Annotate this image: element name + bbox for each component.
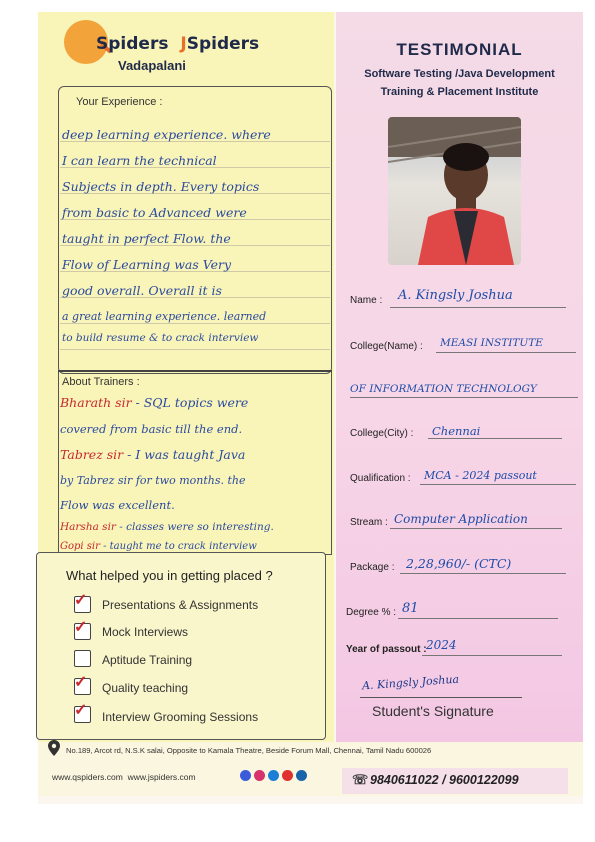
linkedin-icon[interactable] [296, 770, 307, 781]
checkbox-label: Quality teaching [102, 681, 189, 695]
experience-label: Your Experience : [76, 96, 163, 108]
checkbox-label: Mock Interviews [102, 625, 189, 639]
trainer-line: Flow was excellent. [60, 498, 175, 512]
trainer-comment: - SQL topics were [131, 395, 249, 410]
qualification-value: MCA - 2024 passout [424, 469, 537, 482]
qualification-label: Qualification : [350, 473, 411, 484]
package-label: Package : [350, 562, 395, 573]
brand-j-letter: J [180, 34, 187, 54]
location-pin-icon [48, 740, 60, 756]
experience-line: from basic to Advanced were [62, 205, 247, 220]
brand-qspiders: Spiders [96, 34, 169, 54]
college-name-value-2: OF INFORMATION TECHNOLOGY [350, 383, 537, 395]
trainer-line: covered from basic till the end. [60, 422, 243, 436]
experience-line: good overall. Overall it is [62, 283, 222, 298]
trainers-text [60, 390, 274, 556]
experience-line: to build resume & to crack interview [62, 332, 259, 344]
website-link[interactable]: www.qspiders.com www.jspiders.com [52, 772, 196, 782]
trainers-label: About Trainers : [62, 376, 140, 388]
checkbox-label: Aptitude Training [102, 653, 193, 667]
name-value: A. Kingsly Joshua [398, 288, 513, 303]
trainer-line [60, 442, 274, 468]
experience-line: Subjects in depth. Every topics [62, 179, 260, 194]
name-label: Name : [350, 295, 383, 306]
college-city-label: College(City) : [350, 428, 414, 439]
trainer-name: Harsha sir [60, 521, 116, 533]
twitter-icon[interactable] [268, 770, 279, 781]
checkbox-aptitude[interactable] [74, 650, 91, 667]
person-icon [388, 117, 521, 265]
degree-label: Degree % : [346, 607, 397, 618]
signature-label: Student's Signature [372, 703, 494, 719]
trainer-line [60, 390, 274, 416]
student-photo [388, 117, 521, 265]
stream-value: Computer Application [394, 512, 528, 526]
trainer-comment: - classes were so interesting. [115, 521, 274, 533]
instagram-icon[interactable] [254, 770, 265, 781]
trainer-comment: - taught me to crack interview [99, 541, 257, 552]
branch-name: Vadapalani [118, 58, 186, 73]
experience-line: Flow of Learning was Very [62, 257, 232, 272]
college-name-value: MEASI INSTITUTE [440, 337, 543, 349]
phone-icon: ☏ [352, 772, 369, 787]
address-text: No.189, Arcot rd, N.S.K salai, Opposite to Kamala Theatre, Beside Forum Mall, Chennai, Tamil Nadu 600026 [66, 746, 432, 755]
year-label: Year of passout : [346, 644, 427, 655]
trainer-line: by Tabrez sir for two months. the [60, 474, 246, 487]
page-title: TESTIMONIAL [396, 40, 523, 59]
phone-number[interactable]: 9840611022 / 9600122099 [370, 773, 519, 787]
trainer-line [60, 516, 274, 538]
facebook-icon[interactable] [240, 770, 251, 781]
package-value: 2,28,960/- (CTC) [406, 556, 512, 571]
checkmark-icon: ✓ [74, 592, 88, 609]
brand-name [96, 34, 259, 54]
checkmark-icon: ✓ [74, 619, 88, 636]
trainer-name: Gopi sir [60, 541, 100, 552]
helped-title: What helped you in getting placed ? [66, 568, 273, 583]
checkbox-label: Interview Grooming Sessions [102, 710, 259, 724]
trainer-comment: - I was taught Java [123, 447, 246, 462]
degree-value: 81 [402, 601, 419, 616]
trainer-name: Bharath sir [60, 395, 132, 410]
college-city-value: Chennai [432, 424, 481, 438]
checkmark-icon: ✓ [74, 674, 88, 691]
signature-scribble: A. Kingsly Joshua [361, 672, 460, 693]
experience-line: taught in perfect Flow. the [62, 231, 231, 246]
social-icons [240, 770, 307, 781]
experience-line: I can learn the technical [62, 153, 217, 168]
experience-line: a great learning experience. learned [62, 310, 267, 323]
subtitle-line-2: Training & Placement Institute [380, 86, 539, 98]
experience-line: deep learning experience. where [62, 127, 271, 142]
checkbox-label: Presentations & Assignments [102, 598, 259, 612]
college-name-label: College(Name) : [350, 341, 423, 352]
brand-jspiders: Spiders [186, 34, 260, 54]
subtitle-line-1: Software Testing /Java Development [364, 68, 555, 80]
trainer-name: Tabrez sir [60, 447, 124, 462]
stream-label: Stream : [350, 517, 388, 528]
youtube-icon[interactable] [282, 770, 293, 781]
year-value: 2024 [426, 638, 457, 652]
checkmark-icon: ✓ [74, 702, 88, 719]
experience-text [62, 122, 271, 346]
